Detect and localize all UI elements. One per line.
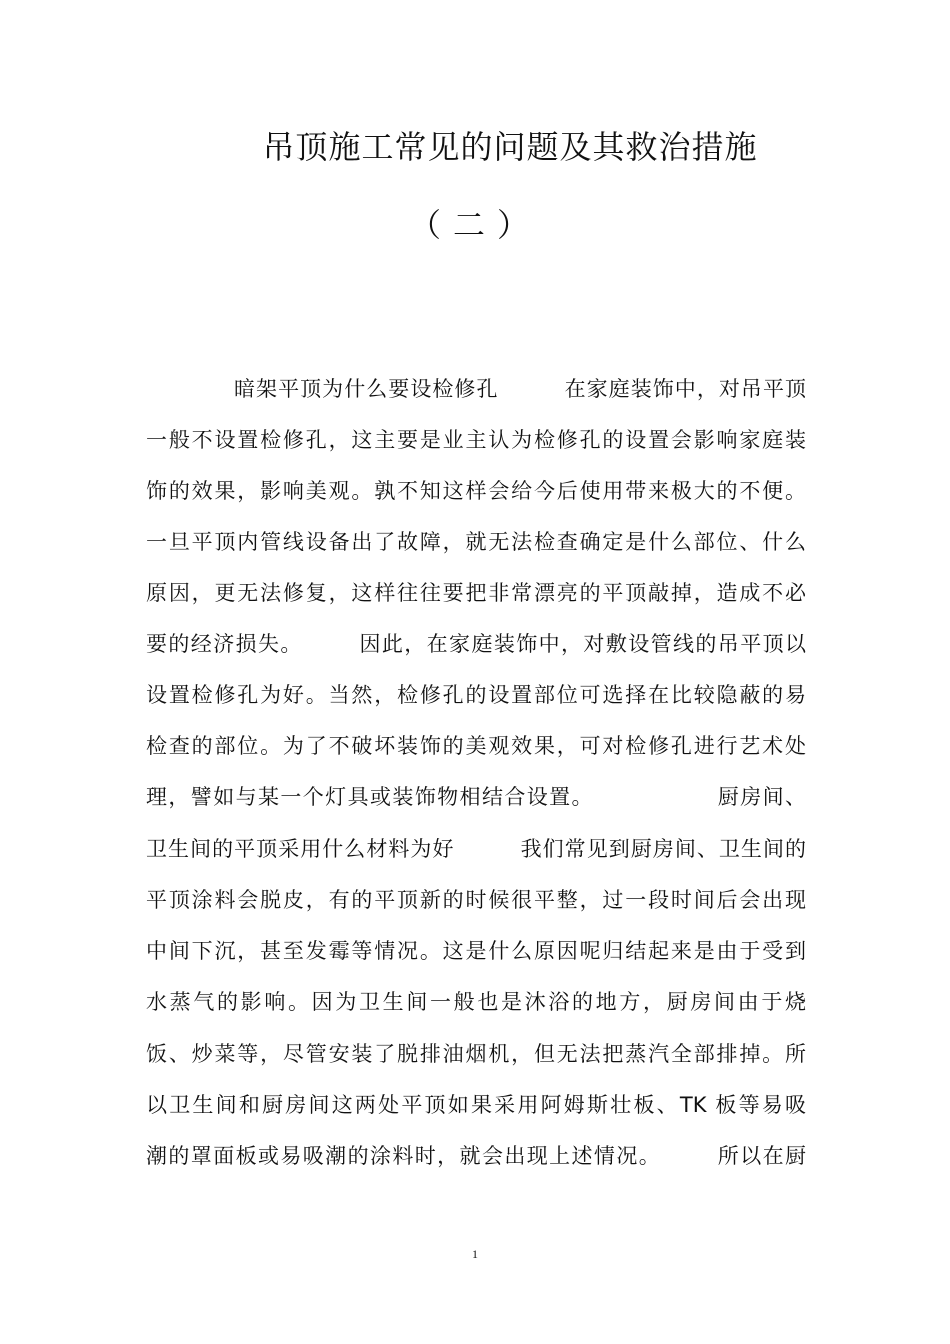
body-line: 水蒸气的影响。因为卫生间一般也是沐浴的地方，厨房间由于烧 [146,990,806,1014]
body-line: 理，譬如与某一个灯具或装饰物相结合设置。 厨房间、 [146,785,806,809]
body-line: 原因，更无法修复，这样往往要把非常漂亮的平顶敲掉，造成不必 [146,581,806,605]
body-line: 平顶涂料会脱皮，有的平顶新的时候很平整，过一段时间后会出现 [146,888,806,912]
body-line: 卫生间的平顶采用什么材料为好 我们常见到厨房间、卫生间的 [146,837,806,861]
body-line: 一旦平顶内管线设备出了故障，就无法检查确定是什么部位、什么 [146,530,806,554]
body-line: 以卫生间和厨房间这两处平顶如果采用阿姆斯壮板、TK 板等易吸 [146,1093,806,1117]
body-line: 暗架平顶为什么要设检修孔 在家庭装饰中，对吊平顶 [234,377,806,401]
body-line: 设置检修孔为好。当然，检修孔的设置部位可选择在比较隐蔽的易 [146,683,806,707]
document-subtitle: （二） [408,206,541,244]
body-line: 检查的部位。为了不破坏装饰的美观效果，可对检修孔进行艺术处 [146,734,806,758]
page-number: 1 [472,1247,478,1261]
body-line: 饰的效果，影响美观。孰不知这样会给今后使用带来极大的不便。 [146,479,806,503]
body-line: 潮的罩面板或易吸潮的涂料时，就会出现上述情况。 所以在厨 [146,1144,806,1168]
document-title: 吊顶施工常见的问题及其救治措施 [262,128,758,166]
body-line: 要的经济损失。 因此，在家庭装饰中，对敷设管线的吊平顶以 [146,632,806,656]
body-line: 饭、炒菜等，尽管安装了脱排油烟机，但无法把蒸汽全部排掉。所 [146,1042,806,1066]
body-line: 一般不设置检修孔，这主要是业主认为检修孔的设置会影响家庭装 [146,428,806,452]
body-line: 中间下沉，甚至发霉等情况。这是什么原因呢归结起来是由于受到 [146,939,806,963]
